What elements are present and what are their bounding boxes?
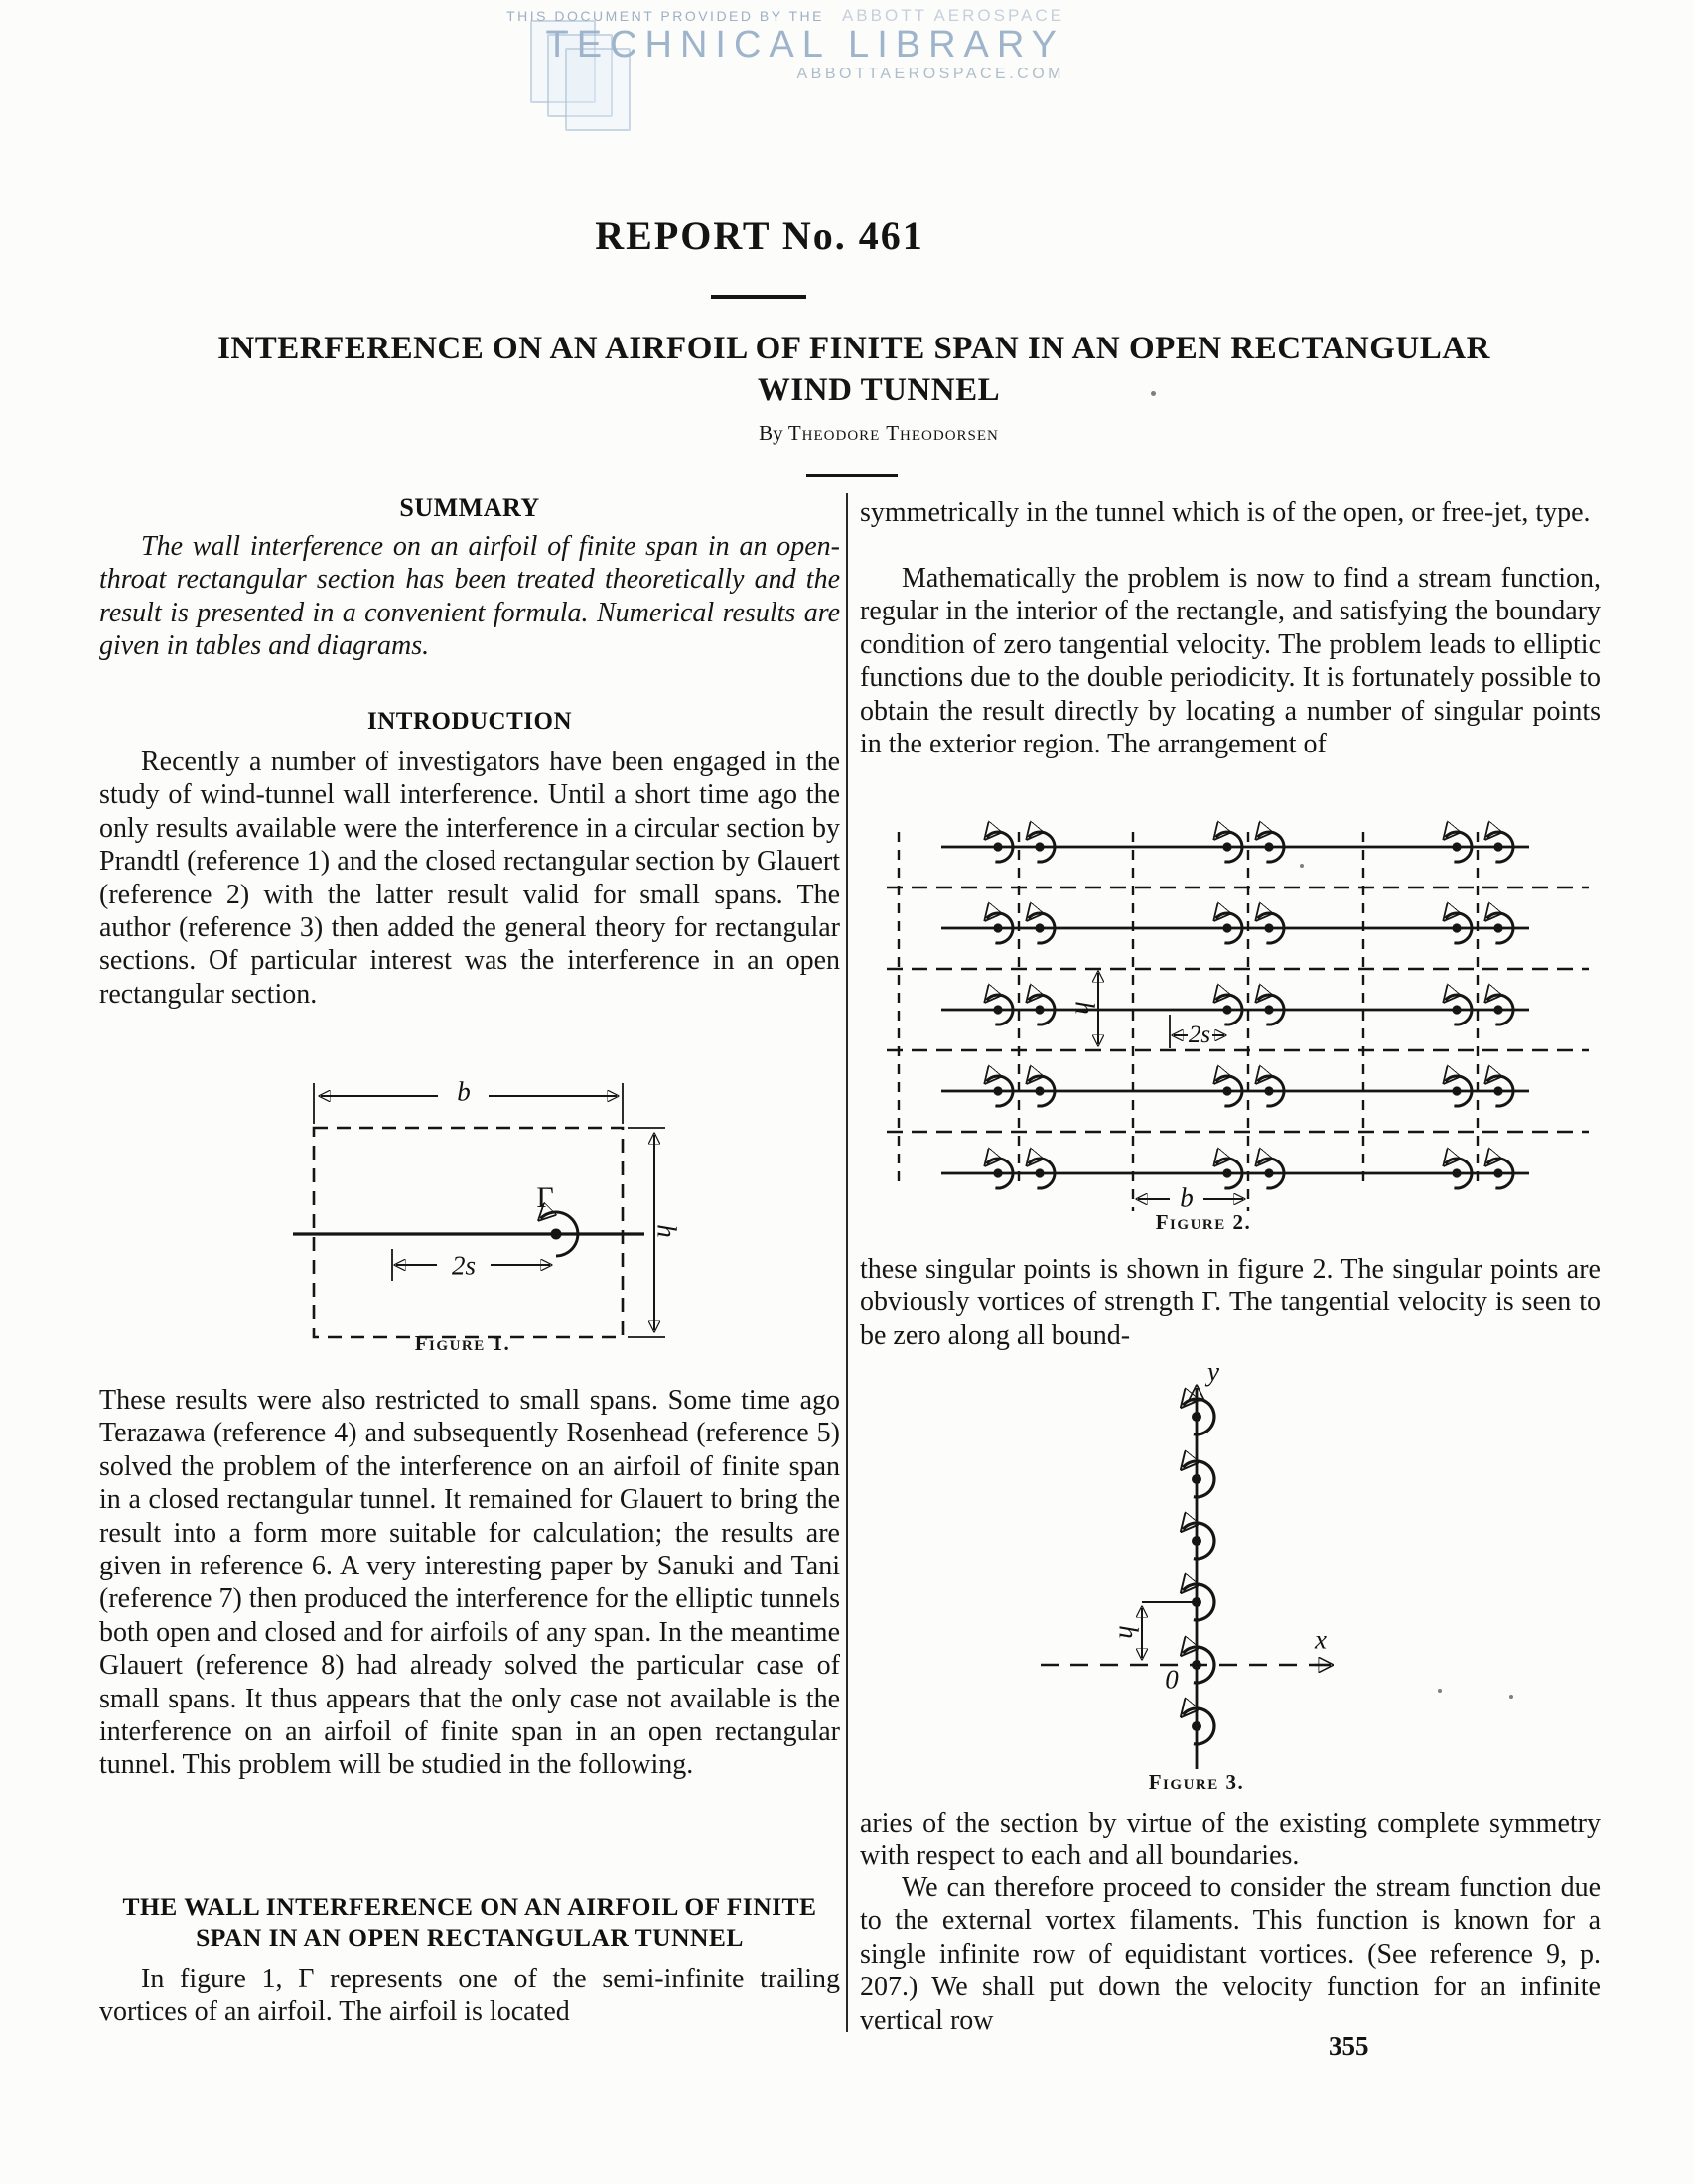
- left-paragraph-3: In figure 1, Γ represents one of the semi-infinite trailing vortices of an airfoil. The airfoil is located: [99, 1964, 840, 2028]
- column-divider: [846, 493, 848, 2032]
- section-heading: THE WALL INTERFERENCE ON AN AIRFOIL OF FINITE SPAN IN AN OPEN RECTANGULAR TUNNEL: [122, 1892, 817, 1952]
- fig3-label-origin: 0: [1165, 1664, 1179, 1695]
- fig1-label-gamma: Γ: [536, 1181, 554, 1214]
- fig1-label-b: b: [457, 1076, 471, 1107]
- left-paragraph-2: These results were also restricted to small spans. Some time ago Terazawa (reference 4) and subsequently Rosenhead (reference 5) solved the problem of the interference on an airfoil of finite span in a closed rectangular tunnel. It remained for Glauert to bring the result into a form more suitable for calculation; the results are given in reference 6. A very interesting paper by Sanuki and Tani (reference 7) then produced the interference for the elliptic tunnels both open and closed and for airfoils of any span. In the meantime Glauert (reference 8) had already solved the particular case of small spans. It thus appears that the only case not available is the interference on an airfoil of finite span in an open rectangular tunnel. This problem will be studied in the following.: [99, 1385, 840, 1781]
- fig1-label-2s: 2s: [451, 1250, 477, 1281]
- figure3-diagram: [1031, 1358, 1352, 1779]
- scan-speck: [1151, 391, 1156, 396]
- fig2-label-2s: 2s: [1188, 1022, 1211, 1048]
- right-paragraph-3: these singular points is shown in figure 2. The singular points are obviously vortices of strength Γ. The tangential velocity is seen to be zero along all bound-: [860, 1254, 1601, 1351]
- byline-prefix: By: [759, 421, 783, 445]
- byline: [516, 421, 1241, 446]
- fig3-label-h: h: [1113, 1625, 1144, 1639]
- fig3-label-y: y: [1207, 1356, 1219, 1387]
- watermark-provided-by: THIS DOCUMENT PROVIDED BY THE: [506, 8, 824, 24]
- byline-rule: [806, 474, 898, 477]
- paper-title-line1: INTERFERENCE ON AN AIRFOIL OF FINITE SPAN IN AN OPEN RECTANGULAR: [217, 331, 1490, 366]
- header-rule: [711, 295, 806, 299]
- figure1-caption: Figure 1.: [414, 1331, 511, 1355]
- summary-heading: SUMMARY: [399, 493, 540, 522]
- page-number: 355: [1329, 2031, 1369, 2061]
- right-paragraph-4: aries of the section by virtue of the existing complete symmetry with respect to each and all boundaries.: [860, 1808, 1601, 1872]
- report-number: REPORT No. 461: [595, 213, 924, 258]
- right-paragraph-2: Mathematically the problem is now to find a stream function, regular in the interior of the rectangle, and satisfying the boundary condition of zero tangential velocity. The problem leads to elliptic functions due to the double periodicity. It is fortunately possible to obtain the result directly by locating a number of singular points in the exterior region. The arrangement of: [860, 563, 1601, 760]
- fig1-label-h: h: [651, 1224, 682, 1238]
- figure2-caption: Figure 2.: [1155, 1210, 1252, 1234]
- right-paragraph-5: We can therefore proceed to consider the stream function due to the external vortex filaments. This function is known for a single infinite row of equidistant vortices. (See reference 9, p. 207.) We shall put down the velocity function for an infinite vertical row: [860, 1872, 1601, 2036]
- watermark-domain: ABBOTTAEROSPACE.COM: [796, 66, 1064, 82]
- fig3-label-x: x: [1315, 1624, 1327, 1655]
- figure2-diagram: [872, 820, 1607, 1219]
- fig2-label-b: b: [1180, 1182, 1194, 1213]
- watermark-domain-line: [0, 66, 1064, 83]
- introduction-paragraph: Recently a number of investigators have been engaged in the study of wind-tunnel wall interference. Until a short time ago the only results available were the interference in a circular section by Prandtl (reference 1) and the closed rectangular section by Glauert (reference 2) with the latter result valid for small spans. The author (reference 3) then added the general theory for rectangular sections. Of particular interest was the interference in an open rectangular section.: [99, 747, 840, 1010]
- paper-title-line2: WIND TUNNEL: [757, 372, 1001, 408]
- watermark-provided-by-line: [0, 6, 1064, 26]
- author-name: Theodore Theodorsen: [787, 421, 999, 445]
- figure3-caption: Figure 3.: [1148, 1770, 1245, 1794]
- figure1-diagram: [228, 1074, 695, 1344]
- watermark-brand: ABBOTT AEROSPACE: [841, 6, 1064, 25]
- watermark-title-line: [0, 24, 1064, 67]
- fig2-label-h: h: [1069, 1001, 1100, 1015]
- right-paragraph-1: symmetrically in the tunnel which is of the open, or free-jet, type.: [860, 497, 1591, 528]
- summary-paragraph: The wall interference on an airfoil of finite span in an open-throat rectangular section has been treated theoretically and the result is presented in a convenient formula. Numerical results are given in tables and diagrams.: [99, 531, 840, 662]
- introduction-heading: INTRODUCTION: [366, 708, 573, 735]
- scan-speck: [1509, 1695, 1513, 1699]
- scan-speck: [1438, 1689, 1442, 1693]
- scan-speck: [1300, 864, 1304, 868]
- watermark-title: TECHNICAL LIBRARY: [545, 24, 1064, 66]
